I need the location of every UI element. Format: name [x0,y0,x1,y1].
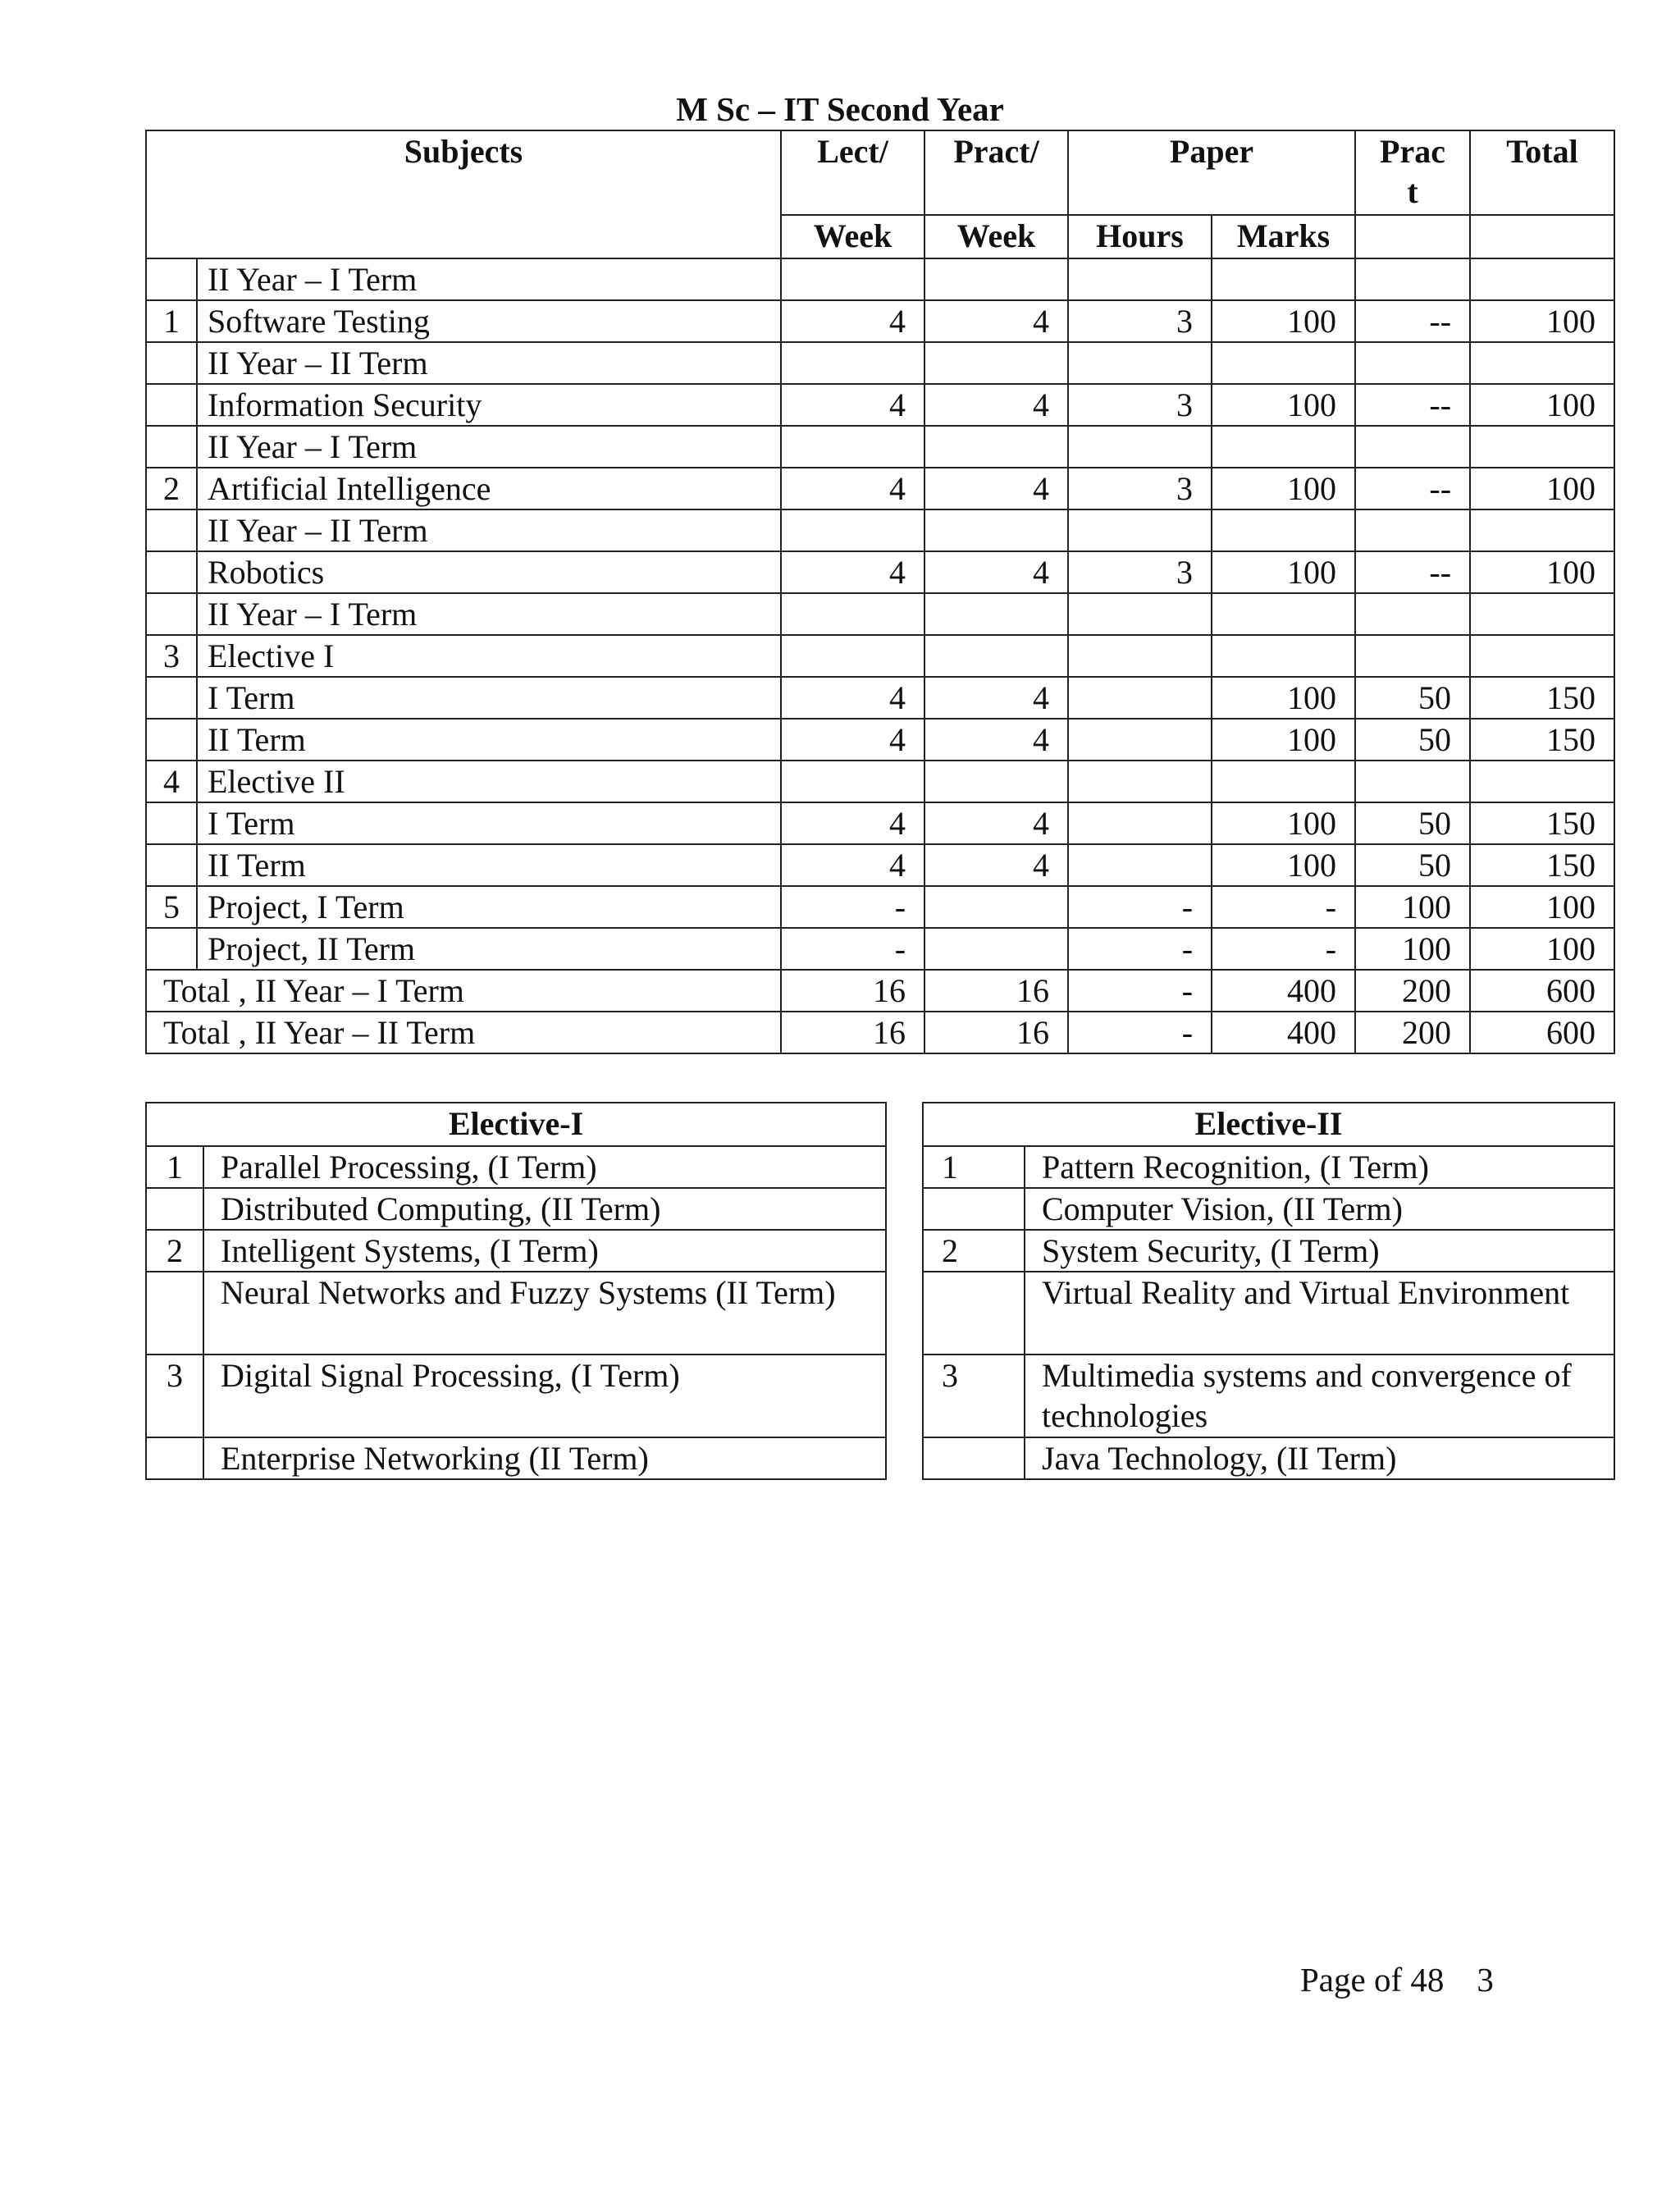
row-index [146,384,197,426]
subject-name: II Year – I Term [197,258,781,300]
paper-hours: 3 [1068,551,1212,593]
table-row [146,844,1614,886]
paper-marks: 100 [1212,384,1355,426]
table-row [146,719,1614,761]
total-marks: 600 [1470,1012,1614,1053]
pract-marks: -- [1355,384,1470,426]
elective-subject: System Security, (I Term) [1025,1230,1614,1272]
table-row [146,593,1614,635]
list-item [923,1355,1614,1437]
item-index [923,1437,1025,1479]
item-index: 1 [146,1146,203,1188]
pract-marks: 50 [1355,802,1470,844]
elective-1-table [145,1102,887,1480]
table-row [146,551,1614,593]
row-index [146,677,197,719]
paper-marks: 400 [1212,970,1355,1012]
item-index: 3 [146,1355,203,1437]
pract-week [924,928,1068,970]
total-marks: 100 [1470,928,1614,970]
pract-week [924,509,1068,551]
pract-week: 4 [924,719,1068,761]
pract-week [924,886,1068,928]
list-item [146,1230,886,1272]
pract-marks: 50 [1355,844,1470,886]
total-marks: 100 [1470,886,1614,928]
elective-subject: Digital Signal Processing, (I Term) [203,1355,886,1437]
row-index [146,719,197,761]
paper-hours: 3 [1068,300,1212,342]
paper-hours: 3 [1068,384,1212,426]
paper-marks [1212,342,1355,384]
lect-week: 4 [781,677,924,719]
table-row [146,384,1614,426]
header-prac-blank [1355,215,1470,258]
pract-week [924,342,1068,384]
subject-name: Software Testing [197,300,781,342]
total-marks: 100 [1470,384,1614,426]
paper-hours [1068,761,1212,802]
pract-week [924,426,1068,468]
lect-week: 16 [781,1012,924,1053]
total-label: Total , II Year – II Term [146,1012,781,1053]
subject-name: Elective I [197,635,781,677]
page-number: 3 [1477,1961,1494,1999]
elective-1-heading: Elective-I [146,1103,886,1146]
paper-hours: - [1068,1012,1212,1053]
subject-name: Elective II [197,761,781,802]
paper-marks [1212,593,1355,635]
pract-week: 16 [924,970,1068,1012]
pract-marks [1355,509,1470,551]
pract-marks [1355,593,1470,635]
pract-week: 4 [924,468,1068,509]
total-marks: 150 [1470,844,1614,886]
subject-name: II Term [197,719,781,761]
lect-week: 16 [781,970,924,1012]
subject-name: II Year – I Term [197,426,781,468]
course-structure-table [145,130,1615,1054]
paper-marks: 100 [1212,551,1355,593]
pract-marks [1355,342,1470,384]
paper-marks [1212,509,1355,551]
total-label: Total , II Year – I Term [146,970,781,1012]
pract-marks: 200 [1355,970,1470,1012]
elective-subject: Computer Vision, (II Term) [1025,1188,1614,1230]
paper-marks [1212,761,1355,802]
pract-week [924,635,1068,677]
page-title: M Sc – IT Second Year [676,90,1004,128]
item-index [146,1188,203,1230]
table-row [146,258,1614,300]
lect-week [781,258,924,300]
lect-week [781,761,924,802]
header-total-blank [1470,215,1614,258]
pract-week: 4 [924,677,1068,719]
paper-hours [1068,635,1212,677]
lect-week [781,593,924,635]
table-row [146,802,1614,844]
lect-week: 4 [781,468,924,509]
paper-marks: - [1212,886,1355,928]
pract-marks: 50 [1355,719,1470,761]
table-row [146,426,1614,468]
list-item [923,1146,1614,1188]
pract-marks: -- [1355,300,1470,342]
pract-week: 4 [924,300,1068,342]
pract-marks [1355,635,1470,677]
paper-hours [1068,593,1212,635]
subject-name: II Year – II Term [197,342,781,384]
paper-hours [1068,258,1212,300]
elective-subject: Pattern Recognition, (I Term) [1025,1146,1614,1188]
header-hours: Hours [1068,215,1212,258]
row-index: 3 [146,635,197,677]
paper-hours: - [1068,928,1212,970]
paper-marks: - [1212,928,1355,970]
lect-week: 4 [781,300,924,342]
subject-name: I Term [197,802,781,844]
total-marks [1470,761,1614,802]
total-marks [1470,426,1614,468]
total-marks [1470,509,1614,551]
total-marks: 100 [1470,300,1614,342]
lect-week [781,509,924,551]
subject-name: Information Security [197,384,781,426]
list-item [146,1272,886,1355]
total-row [146,970,1614,1012]
total-marks: 150 [1470,677,1614,719]
header-total: Total [1470,130,1614,215]
pract-marks: 50 [1355,677,1470,719]
pract-marks [1355,761,1470,802]
subject-name: I Term [197,677,781,719]
paper-hours [1068,802,1212,844]
list-item [146,1437,886,1479]
table-row [146,342,1614,384]
total-marks [1470,258,1614,300]
list-item [923,1230,1614,1272]
total-marks: 100 [1470,551,1614,593]
elective-subject: Java Technology, (II Term) [1025,1437,1614,1479]
pract-marks: -- [1355,551,1470,593]
pract-week: 4 [924,802,1068,844]
row-index: 5 [146,886,197,928]
paper-marks: 100 [1212,300,1355,342]
paper-hours [1068,426,1212,468]
elective-2-heading: Elective-II [923,1103,1614,1146]
item-index [923,1188,1025,1230]
paper-marks [1212,258,1355,300]
page-footer [1300,1959,1494,2000]
pract-marks [1355,426,1470,468]
header-pract-week: Week [924,215,1068,258]
paper-marks: 100 [1212,844,1355,886]
total-marks: 100 [1470,468,1614,509]
subject-name: II Year – I Term [197,593,781,635]
lect-week: - [781,886,924,928]
paper-marks [1212,635,1355,677]
list-item [146,1146,886,1188]
table-row [146,886,1614,928]
elective-subject: Virtual Reality and Virtual Environment [1025,1272,1614,1355]
row-index: 1 [146,300,197,342]
pract-week [924,258,1068,300]
lect-week [781,342,924,384]
lect-week: 4 [781,551,924,593]
header-pract: Pract/ [924,130,1068,215]
row-index [146,844,197,886]
row-index [146,551,197,593]
list-item [146,1355,886,1437]
paper-marks: 100 [1212,677,1355,719]
row-index [146,258,197,300]
lect-week [781,426,924,468]
pract-week: 4 [924,384,1068,426]
paper-hours: - [1068,970,1212,1012]
subject-name: Robotics [197,551,781,593]
paper-marks: 400 [1212,1012,1355,1053]
elective-subject: Neural Networks and Fuzzy Systems (II Term) [203,1272,886,1355]
list-item [923,1188,1614,1230]
paper-marks: 100 [1212,468,1355,509]
paper-marks: 100 [1212,719,1355,761]
paper-hours [1068,844,1212,886]
header-prac: Prac t [1355,130,1470,215]
header-subjects: Subjects [146,130,781,215]
subject-name: Artificial Intelligence [197,468,781,509]
item-index: 1 [923,1146,1025,1188]
list-item [146,1188,886,1230]
paper-hours [1068,719,1212,761]
pract-marks: 200 [1355,1012,1470,1053]
table-row [146,677,1614,719]
item-index [146,1437,203,1479]
row-index [146,928,197,970]
page-label: Page of 48 [1300,1961,1445,1999]
subject-name: II Year – II Term [197,509,781,551]
total-marks [1470,593,1614,635]
paper-hours [1068,509,1212,551]
item-index: 3 [923,1355,1025,1437]
table-row [146,300,1614,342]
table-row [146,761,1614,802]
pract-marks: 100 [1355,886,1470,928]
total-marks: 150 [1470,719,1614,761]
total-marks: 600 [1470,970,1614,1012]
elective-2-table [922,1102,1615,1480]
subject-name: Project, II Term [197,928,781,970]
total-marks [1470,342,1614,384]
lect-week: - [781,928,924,970]
pract-week [924,761,1068,802]
paper-hours [1068,677,1212,719]
header-marks: Marks [1212,215,1355,258]
paper-hours: - [1068,886,1212,928]
elective-subject: Multimedia systems and convergence of technologies [1025,1355,1614,1437]
total-marks [1470,635,1614,677]
header-lect-week: Week [781,215,924,258]
pract-week: 4 [924,844,1068,886]
lect-week: 4 [781,844,924,886]
item-index [146,1272,203,1355]
lect-week: 4 [781,802,924,844]
pract-week: 16 [924,1012,1068,1053]
pract-week: 4 [924,551,1068,593]
row-index [146,509,197,551]
total-marks: 150 [1470,802,1614,844]
row-index [146,593,197,635]
subject-name: Project, I Term [197,886,781,928]
row-index [146,342,197,384]
paper-marks [1212,426,1355,468]
paper-hours: 3 [1068,468,1212,509]
header-paper: Paper [1068,130,1355,215]
paper-hours [1068,342,1212,384]
pract-marks [1355,258,1470,300]
row-index: 2 [146,468,197,509]
row-index [146,802,197,844]
elective-subject: Intelligent Systems, (I Term) [203,1230,886,1272]
table-row [146,468,1614,509]
list-item [923,1272,1614,1355]
row-index: 4 [146,761,197,802]
header-subjects-blank [146,215,781,258]
table-row [146,509,1614,551]
total-row [146,1012,1614,1053]
header-lect: Lect/ [781,130,924,215]
elective-subject: Parallel Processing, (I Term) [203,1146,886,1188]
elective-subject: Enterprise Networking (II Term) [203,1437,886,1479]
item-index: 2 [923,1230,1025,1272]
item-index: 2 [146,1230,203,1272]
lect-week: 4 [781,384,924,426]
table-row [146,928,1614,970]
paper-marks: 100 [1212,802,1355,844]
elective-subject: Distributed Computing, (II Term) [203,1188,886,1230]
row-index [146,426,197,468]
table-row [146,635,1614,677]
lect-week: 4 [781,719,924,761]
subject-name: II Term [197,844,781,886]
item-index [923,1272,1025,1355]
list-item [923,1437,1614,1479]
lect-week [781,635,924,677]
pract-marks: 100 [1355,928,1470,970]
pract-marks: -- [1355,468,1470,509]
pract-week [924,593,1068,635]
